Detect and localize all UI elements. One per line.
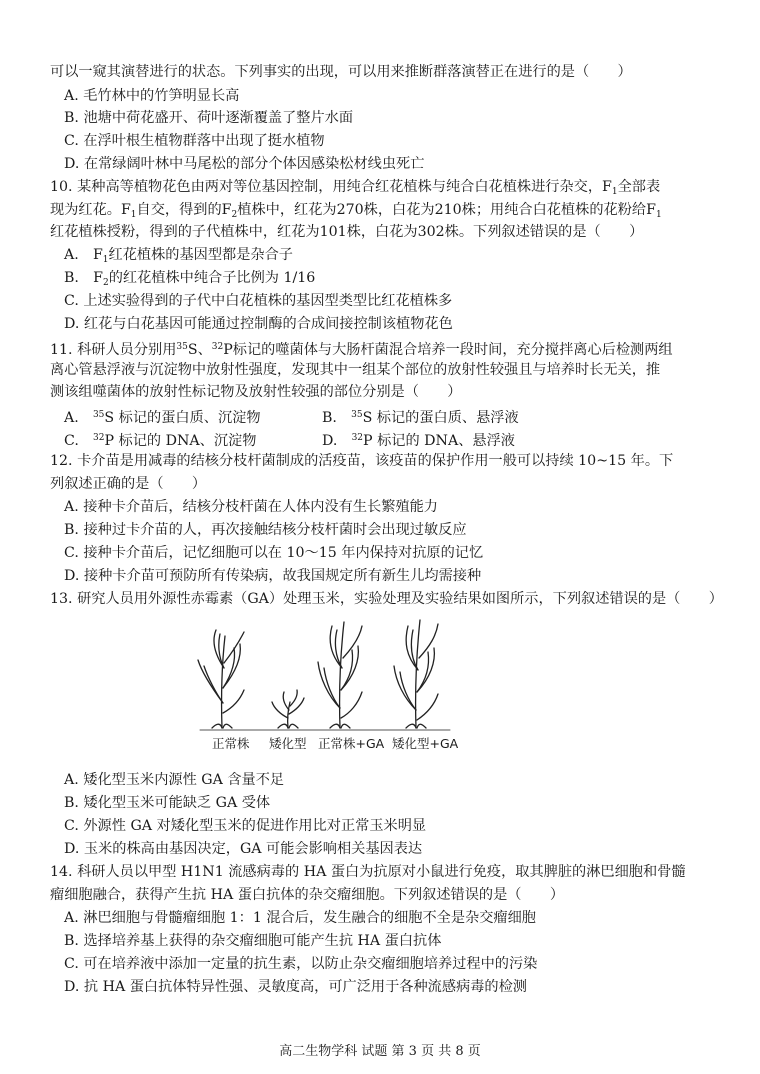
q14-option-d[interactable]: D. 抗 HA 蛋白抗体特异性强、灵敏度高，可广泛用于各种流感病毒的检测 (64, 979, 527, 995)
q13-stem: 13. 研究人员用外源性赤霉素（GA）处理玉米，实验处理及实验结果如图所示，下列叙述错误的是（ ） (50, 591, 723, 607)
q11-stem-line2: 离心管悬浮液与沉淀物中放射性强度，发现其中一组某个部位的放射性较强且与培养时长无关，推 (50, 362, 661, 378)
figure-label-dwarf: 矮化型 (269, 736, 307, 751)
q13-option-a[interactable]: A. 矮化型玉米内源性 GA 含量不足 (64, 772, 285, 788)
corn-plants-figure (190, 618, 460, 750)
q10-option-a[interactable]: A. $F_1$红花植株的基因型都是杂合子 (64, 247, 293, 265)
q12-stem-line1: 12. 卡介苗是用减毒的结核分枝杆菌制成的活疫苗，该疫苗的保护作用一般可以持续 10~15 年。下 (50, 453, 674, 469)
q11-stem-line3: 测该组噬菌体的放射性标记物及放射性较强的部位分别是（ ） (50, 384, 462, 400)
corn-plant-normal (198, 630, 244, 728)
page-footer: 高二生物学科 试题 第 3 页 共 8 页 (279, 1044, 481, 1059)
q14-option-a[interactable]: A. 淋巴细胞与骨髓瘤细胞 1：1 混合后，发生融合的细胞不全是杂交瘤细胞 (64, 910, 536, 926)
q10-stem-line1: 10. 某种高等植物花色由两对等位基因控制，用纯合红花植株与纯合白花植株进行杂交，$F_1$全部表 (50, 179, 661, 197)
q13-option-d[interactable]: D. 玉米的株高由基因决定，GA 可能会影响相关基因表达 (64, 841, 423, 857)
q14-option-c[interactable]: C. 可在培养液中添加一定量的抗生素，以防止杂交瘤细胞培养过程中的污染 (64, 956, 538, 972)
q12-stem-line2: 列叙述正确的是（ ） (50, 476, 207, 492)
q12-option-a[interactable]: A. 接种卡介苗后，结核分枝杆菌在人体内没有生长繁殖能力 (64, 499, 438, 515)
q10-stem-line3: 红花植株授粉，得到的子代植株中，红花为101株，白花为302株。下列叙述错误的是（ ） (50, 224, 644, 240)
q12-option-c[interactable]: C. 接种卡介苗后，记忆细胞可以在 10～15 年内保持对抗原的记忆 (64, 545, 484, 561)
q9-option-d[interactable]: D. 在常绿阔叶林中马尾松的部分个体因感染松材线虫死亡 (64, 156, 425, 172)
corn-plant-dwarf (272, 690, 304, 728)
q12-option-d[interactable]: D. 接种卡介苗可预防所有传染病，故我国规定所有新生儿均需接种 (64, 568, 482, 584)
q9-stem: 可以一窥其演替进行的状态。下列事实的出现，可以用来推断群落演替正在进行的是（ ） (50, 64, 632, 80)
q11-stem-line1: 11. 科研人员分别用$^{35}$S、$^{32}$P标记的噬菌体与大肠杆菌混合培养一段时间，充分搅拌离心后检测两组 (50, 342, 673, 358)
q9-option-b[interactable]: B. 池塘中荷花盛开、荷叶逐渐覆盖了整片水面 (64, 110, 354, 126)
q9-option-a[interactable]: A. 毛竹林中的竹笋明显长高 (64, 88, 240, 104)
figure-label-dwarf-ga: 矮化型+GA (392, 736, 459, 751)
q14-option-b[interactable]: B. 选择培养基上获得的杂交瘤细胞可能产生抗 HA 蛋白抗体 (64, 933, 442, 949)
q10-option-b[interactable]: B. $F_2$的红花植株中纯合子比例为 1/16 (64, 270, 316, 288)
q9-option-c[interactable]: C. 在浮叶根生植物群落中出现了挺水植物 (64, 133, 325, 149)
q10-option-c[interactable]: C. 上述实验得到的子代中白花植株的基因型类型比红花植株多 (64, 293, 453, 309)
q11-option-c[interactable]: C. $^{32}$P 标记的 DNA、沉淀物 (64, 433, 257, 449)
q12-option-b[interactable]: B. 接种过卡介苗的人，再次接触结核分枝杆菌时会出现过敏反应 (64, 522, 467, 538)
corn-plant-normal-ga (318, 622, 362, 728)
q13-option-b[interactable]: B. 矮化型玉米可能缺乏 GA 受体 (64, 795, 271, 811)
figure-label-normal: 正常株 (212, 736, 250, 751)
q14-stem-line2: 瘤细胞融合，获得产生抗 HA 蛋白抗体的杂交瘤细胞。下列叙述错误的是（ ） (50, 887, 565, 903)
figure-label-normal-ga: 正常株+GA (318, 736, 385, 751)
q13-option-c[interactable]: C. 外源性 GA 对矮化型玉米的促进作用比对正常玉米明显 (64, 818, 427, 834)
q11-option-d[interactable]: D. $^{32}$P 标记的 DNA、悬浮液 (322, 433, 515, 449)
q11-option-b[interactable]: B. $^{35}$S 标记的蛋白质、悬浮液 (322, 410, 519, 426)
q11-option-a[interactable]: A. $^{35}$S 标记的蛋白质、沉淀物 (64, 410, 261, 426)
q10-option-d[interactable]: D. 红花与白花基因可能通过控制酶的合成间接控制该植物花色 (64, 316, 453, 332)
corn-plant-dwarf-ga (394, 620, 438, 728)
q14-stem-line1: 14. 科研人员以甲型 H1N1 流感病毒的 HA 蛋白为抗原对小鼠进行免疫，取其脾脏的淋巴细胞和骨髓 (50, 864, 686, 880)
q10-stem-line2: 现为红花。$F_1$自交，得到的$F_2$植株中，红花为270株，白花为210株；用纯合白花植株的花粉给$F_1$ (50, 202, 662, 220)
